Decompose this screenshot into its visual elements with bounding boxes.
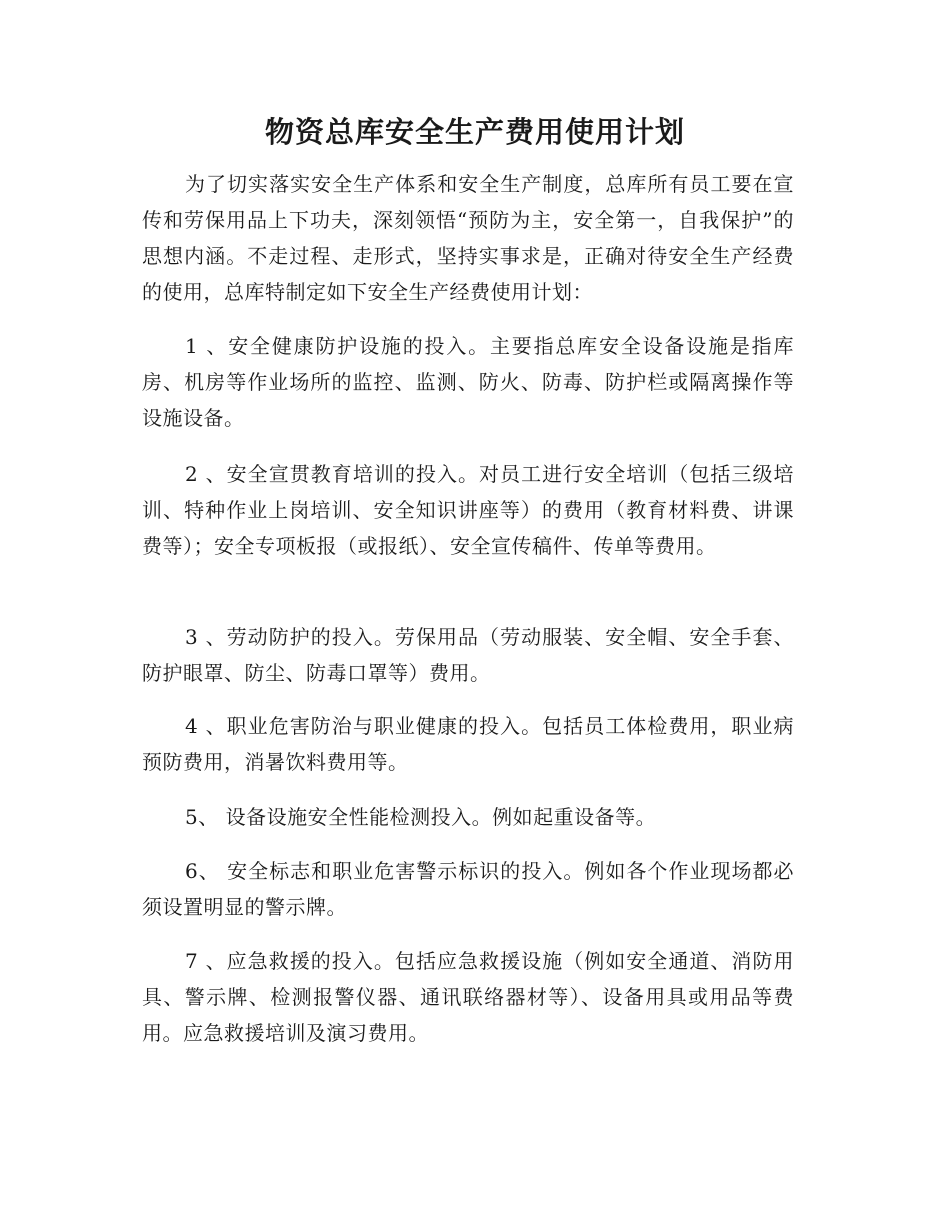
item-6-paragraph: 6、 安全标志和职业危害警示标识的投入。例如各个作业现场都必须设置明显的警示牌。 (142, 859, 794, 919)
item-3-paragraph: 3 、劳动防护的投入。劳保用品（劳动服装、安全帽、安全手套、防护眼罩、防尘、防毒口罩等）费用。 (142, 625, 794, 685)
intro-paragraph: 为了切实落实安全生产体系和安全生产制度，总库所有员工要在宣传和劳保用品上下功夫，深刻领悟“预防为主，安全第一，自我保护”的思想内涵。不走过程、走形式，坚持实事求是，正确对待安全生产经费的使用，总库特制定如下安全生产经费使用计划： (142, 172, 794, 304)
item-7-paragraph: 7 、应急救援的投入。包括应急救援设施（例如安全通道、消防用具、警示牌、检测报警仪器、通讯联络器材等）、设备用具或用品等费用。应急救援培训及演习费用。 (142, 949, 794, 1045)
item-2-paragraph: 2 、安全宣贯教育培训的投入。对员工进行安全培训（包括三级培训、特种作业上岗培训、安全知识讲座等）的费用（教育材料费、讲课费等）；安全专项板报（或报纸）、安全宣传稿件、传单等费用。 (142, 462, 794, 558)
item-4-paragraph: 4 、职业危害防治与职业健康的投入。包括员工体检费用，职业病预防费用，消暑饮料费用等。 (142, 714, 794, 774)
item-5-paragraph: 5、 设备设施安全性能检测投入。例如起重设备等。 (185, 805, 657, 829)
document-title: 物资总库安全生产费用使用计划 (264, 115, 685, 149)
item-1-paragraph: 1 、安全健康防护设施的投入。主要指总库安全设备设施是指库房、机房等作业场所的监控、监测、防火、防毒、防护栏或隔离操作等设施设备。 (142, 334, 794, 430)
